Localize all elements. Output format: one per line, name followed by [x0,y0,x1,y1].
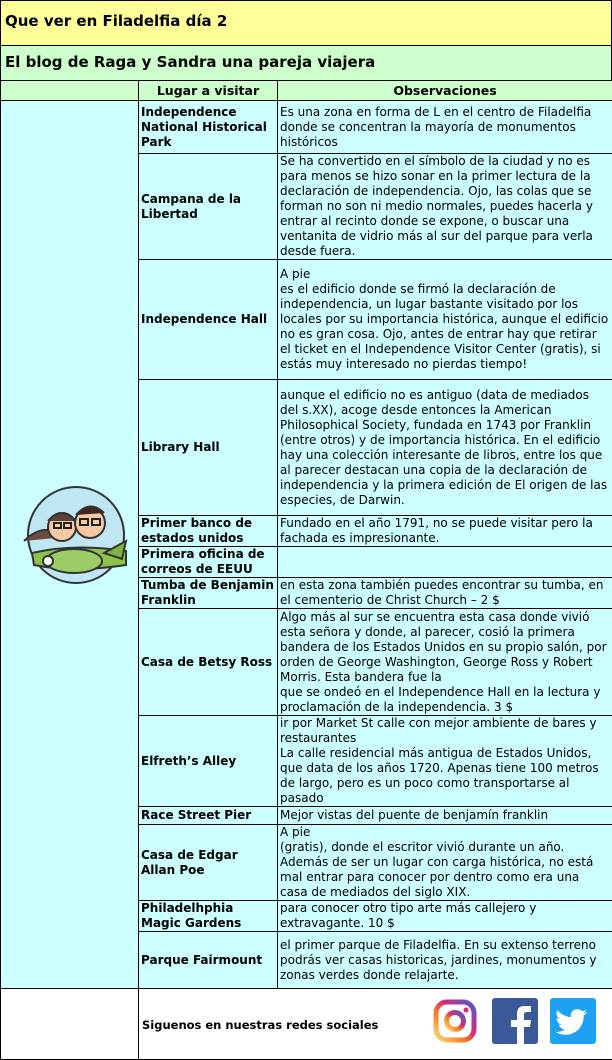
place-name: Primer banco de estados unidos [139,516,278,547]
social-footer [139,989,612,1060]
table-header-row [1,81,612,101]
footer-left-cell [1,989,139,1060]
place-name: Primera oficina de correos de EEUU [139,547,278,578]
place-name: Race Street Pier [139,807,278,825]
instagram-icon[interactable] [431,997,479,1045]
observation-text: el primer parque de Filadelfia. En su extenso terreno podrás ver casas historicas, jardines, monumentos y zonas verdes donde relajarte. [278,932,612,989]
places-table [0,80,612,1060]
place-name: Casa de Betsy Ross [139,609,278,716]
observation-text: en esta zona también puedes encontrar su tumba, en el cementerio de Christ Church – 2 $ [278,578,612,609]
place-name: Campana de la Libertad [139,154,278,260]
page-title: Que ver en Filadelfia día 2 [5,12,227,30]
place-name: Independence Hall [139,260,278,380]
facebook-icon[interactable] [491,997,539,1045]
observation-text [278,547,612,578]
social-follow-text: Siguenos en nuestras redes sociales [142,1018,378,1032]
place-name: Parque Fairmount [139,932,278,989]
observation-text: para conocer otro tipo arte más callejero y extravagante. 10 $ [278,901,612,932]
footer-row [1,989,612,1060]
travel-mascot-illustration [4,481,134,601]
subtitle-bar [0,45,612,81]
observation-text: Mejor vistas del puente de benjamín franklin [278,807,612,825]
observation-text: A pie (gratis), donde el escritor vivió durante un año. Además de ser un lugar con carga histórica, no está mal entrar para conocer por dentro como era una casa de mediados del siglo XIX. [278,825,612,901]
twitter-icon[interactable] [549,997,597,1045]
place-name: Tumba de Benjamin Franklin [139,578,278,609]
observation-text: ir por Market St calle con mejor ambiente de bares y restaurantes La calle residencial más antigua de Estados Unidos, que data de los años 1720. Apenas tiene 100 metros de largo, pero es un poco como transportarse al pasado [278,716,612,807]
place-name: Library Hall [139,380,278,516]
observation-text: Se ha convertido en el símbolo de la ciudad y no es para menos se hizo sonar en la primer lectura de la declaración de independencia. Ojo, las colas que se forman no son ni medio normales, puedes hacerla y entrar al recinto donde se expone, o buscar una ventanita de vidrio más al sur del parque para verla desde fuera. [278,154,612,260]
title-bar [0,0,612,45]
page-subtitle: El blog de Raga y Sandra una pareja viajera [5,53,375,71]
observation-text: A pie es el edificio donde se firmó la declaración de independencia, un lugar bastante visitado por los locales por su importancia histórica, aunque el edificio no es gran cosa. Ojo, antes de entrar hay que retirar el ticket en el Independence Visitor Center (gratis), si estás muy interesado no pierdas tiempo! [278,260,612,380]
observation-text: Algo más al sur se encuentra esta casa donde vivió esta señora y donde, al parecer, cosió la primera bandera de los Estados Unidos en su propio salón, por orden de George Washington, George Ross y Robert Morris. Esta bandera fue la que se ondeó en el Independence Hall en la lectura y proclamación de la independencia. 3 $ [278,609,612,716]
observation-text: aunque el edificio no es antiguo (data de mediados del s.XX), acoge desde entonces la American Philosophical Society, fundada en 1743 por Franklin (entre otros) y de importancia histórica. En el edificio hay una colección interesante de libros, entre los que al parecer destacan una copia de la declaración de independencia y la primera edición de El origen de las especies, de Darwin. [278,380,612,516]
observation-text: Es una zona en forma de L en el centro de Filadelfia donde se concentran la mayoría de monumentos históricos [278,101,612,154]
place-name: Philadelhphia Magic Gardens [139,901,278,932]
table-row [1,101,612,154]
mascot-cell [1,101,139,989]
column-header-obs: Observaciones [278,81,612,101]
place-name: Casa de Edgar Allan Poe [139,825,278,901]
observation-text: Fundado en el año 1791, no se puede visitar pero la fachada es impresionante. [278,516,612,547]
place-name: Elfreth’s Alley [139,716,278,807]
column-header-place: Lugar a visitar [139,81,278,101]
place-name: Independence National Historical Park [139,101,278,154]
